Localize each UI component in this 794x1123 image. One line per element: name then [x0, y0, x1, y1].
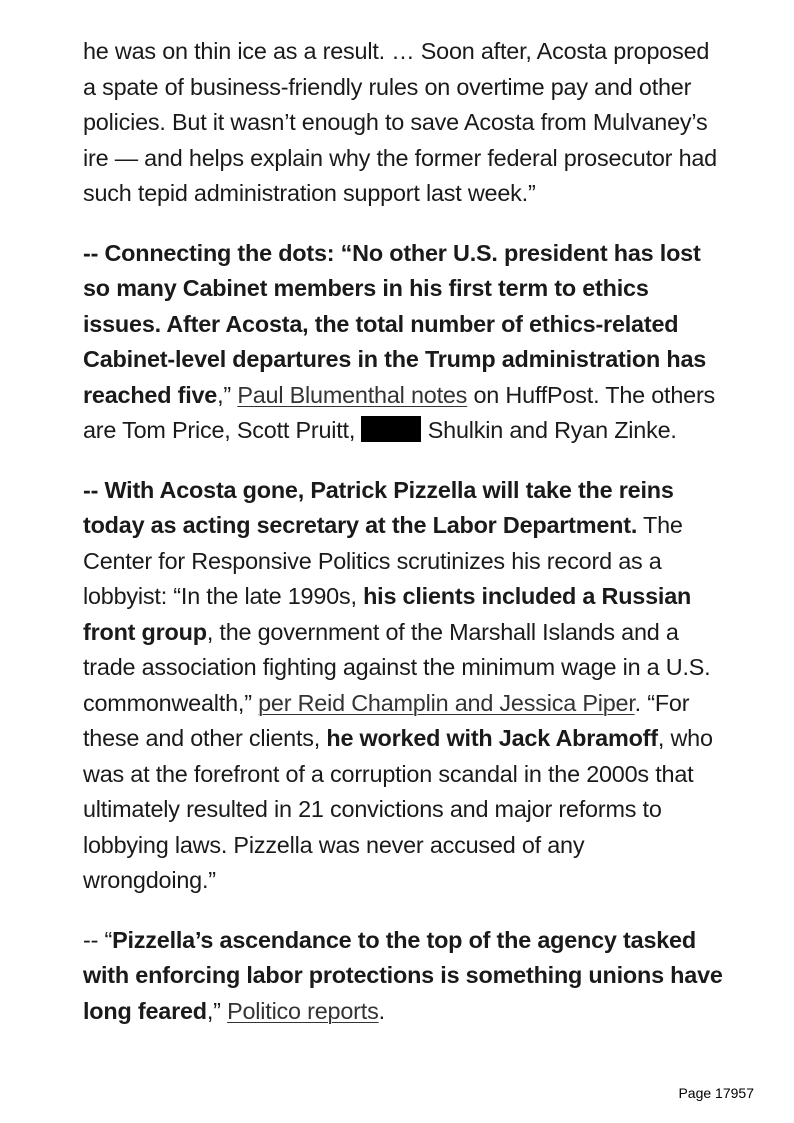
redaction-box	[361, 416, 421, 442]
page-number: Page 17957	[678, 1085, 754, 1101]
paragraph-pizzella: -- With Acosta gone, Patrick Pizzella will take the reins today as acting secretary at the Labor Department. The Center for Responsive Politics scrutinizes his record as a lobbyist: “In the late 1990s, his clients included a Russian front group, the government of the Marshall Islands and a trade association fighting against the minimum wage in a U.S. commonwealth,” per Reid Champlin and Jessica Piper. “For these and other clients, he worked with Jack Abramoff, who was at the forefront of a corruption scandal in the 2000s that ultimately resulted in 21 convictions and major reforms to lobbying laws. Pizzella was never accused of any wrongdoing.”	[83, 476, 713, 893]
paragraph-unions: -- “Pizzella’s ascendance to the top of the agency tasked with enforcing labor protections is something unions have long feared,” Politico reports.	[83, 926, 723, 1024]
politico-link[interactable]: Politico reports	[227, 997, 379, 1024]
unions-lead: Pizzella’s ascendance to the top of the agency tasked with enforcing labor protections is something unions have long feared	[83, 926, 723, 1024]
paragraph-connecting-dots: -- Connecting the dots: “No other U.S. president has lost so many Cabinet members in his first term to ethics issues. After Acosta, the total number of ethics-related Cabinet-level departures in the Trump administration has reached five,” Paul Blumenthal notes on HuffPost. The others are Tom Price, Scott Pruitt, Shulkin and Ryan Zinke.	[83, 239, 716, 443]
paul-blumenthal-link[interactable]: Paul Blumenthal notes	[237, 381, 468, 408]
pizzella-lead: -- With Acosta gone, Patrick Pizzella will take the reins today as acting secretary at the Labor Department.	[83, 476, 674, 538]
champlin-piper-link[interactable]: per Reid Champlin and Jessica Piper	[258, 689, 635, 716]
article-body	[83, 34, 723, 1053]
paragraph-acosta-mulvaney: he was on thin ice as a result. … Soon after, Acosta proposed a spate of business-friendly rules on overtime pay and other policies. But it wasn’t enough to save Acosta from Mulvaney’s ire — and helps explain why the former federal prosecutor had such tepid administration support last week.”	[83, 38, 717, 206]
connecting-dots-lead: -- Connecting the dots: “No other U.S. president has lost so many Cabinet members in his first term to ethics issues. After Acosta, the total number of ethics-related Cabinet-level departures in the Trump administration has reached five	[83, 239, 707, 408]
